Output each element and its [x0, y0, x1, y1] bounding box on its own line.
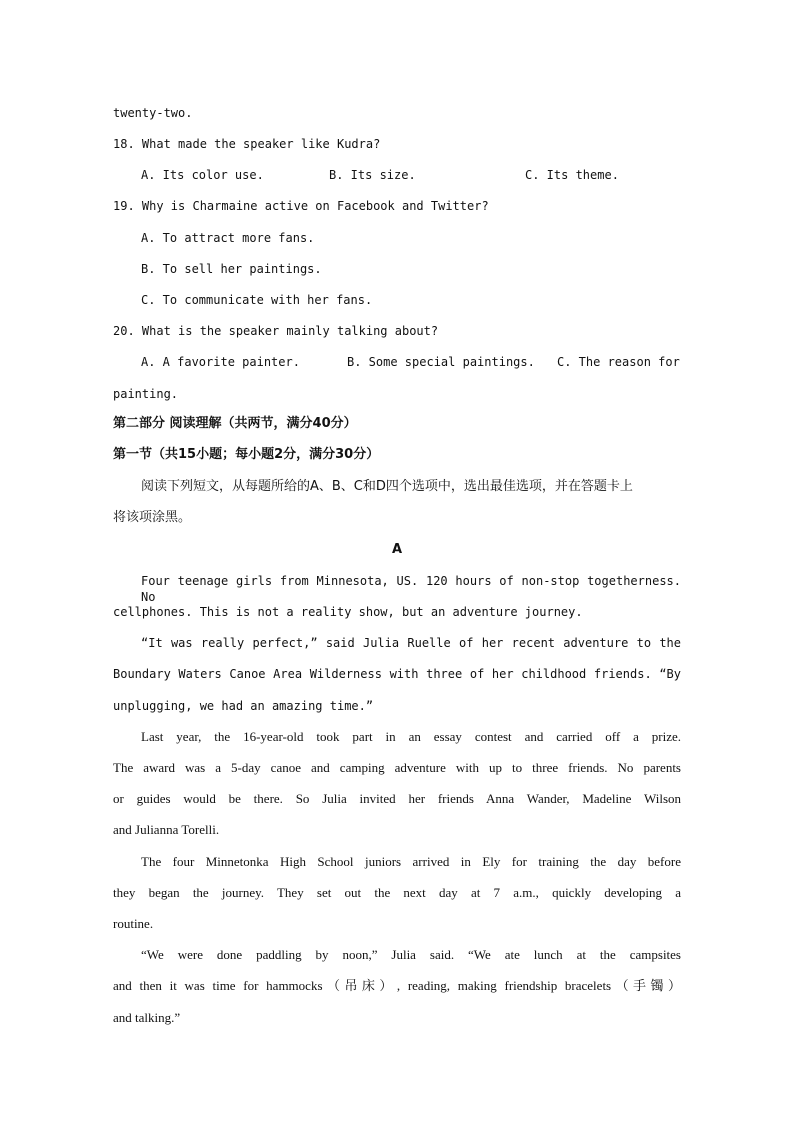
paragraph-line: and then it was time for hammocks（吊床）, reading, making friendship bracelets（手镯）: [113, 978, 681, 993]
paragraph-line: “We were done paddling by noon,” Julia said. “We ate lunch at the campsites: [141, 947, 681, 962]
instructions-line-1: 阅读下列短文，从每题所给的A、B、C和D四个选项中，选出最佳选项，并在答题卡上: [141, 479, 633, 494]
paragraph-line: and Julianna Torelli.: [113, 822, 220, 837]
paragraph-line: unplugging, we had an amazing time.”: [113, 699, 374, 713]
paragraph-line: Four teenage girls from Minnesota, US. 120 hours of non-stop togetherness. No: [141, 574, 681, 604]
question-20: 20. What is the speaker mainly talking about?: [113, 324, 439, 338]
paragraph-line: The four Minnetonka High School juniors arrived in Ely for training the day before: [141, 854, 681, 869]
text-line: twenty-two.: [113, 106, 193, 120]
paragraph-line: “It was really perfect,” said Julia Ruelle of her recent adventure to the: [141, 636, 681, 650]
q18-option-b: B. Its size.: [329, 168, 416, 182]
section-heading: 第一节（共15小题；每小题2分，满分30分）: [113, 447, 380, 462]
paragraph-line: they began the journey. They set out the next day at 7 a.m., quickly developing a: [113, 885, 681, 900]
q20-option-c-continued: painting.: [113, 387, 179, 401]
paragraph-line: routine.: [113, 916, 154, 931]
q20-option-c: C. The reason for: [557, 355, 680, 369]
q19-option-a: A. To attract more fans.: [141, 231, 315, 245]
question-19: 19. Why is Charmaine active on Facebook and Twitter?: [113, 199, 489, 213]
q18-option-c: C. Its theme.: [525, 168, 619, 182]
q19-option-b: B. To sell her paintings.: [141, 262, 322, 276]
q20-option-b: B. Some special paintings.: [347, 355, 535, 369]
paragraph-line: Last year, the 16-year-old took part in an essay contest and carried off a prize.: [141, 729, 681, 744]
paragraph-line: or guides would be there. So Julia invited her friends Anna Wander, Madeline Wilson: [113, 791, 681, 806]
paragraph-line: cellphones. This is not a reality show, but an adventure journey.: [113, 605, 583, 619]
part-heading: 第二部分 阅读理解（共两节，满分40分）: [113, 416, 357, 431]
paragraph-line: and talking.”: [113, 1010, 181, 1025]
paragraph-line: The award was a 5-day canoe and camping adventure with up to three friends. No parents: [113, 760, 681, 775]
q20-option-a: A. A favorite painter.: [141, 355, 300, 369]
q18-option-a: A. Its color use.: [141, 168, 264, 182]
q19-option-c: C. To communicate with her fans.: [141, 293, 373, 307]
paragraph-line: Boundary Waters Canoe Area Wilderness with three of her childhood friends. “By: [113, 667, 681, 681]
passage-label: A: [391, 542, 403, 557]
instructions-line-2: 将该项涂黑。: [113, 510, 192, 525]
question-18: 18. What made the speaker like Kudra?: [113, 137, 381, 151]
